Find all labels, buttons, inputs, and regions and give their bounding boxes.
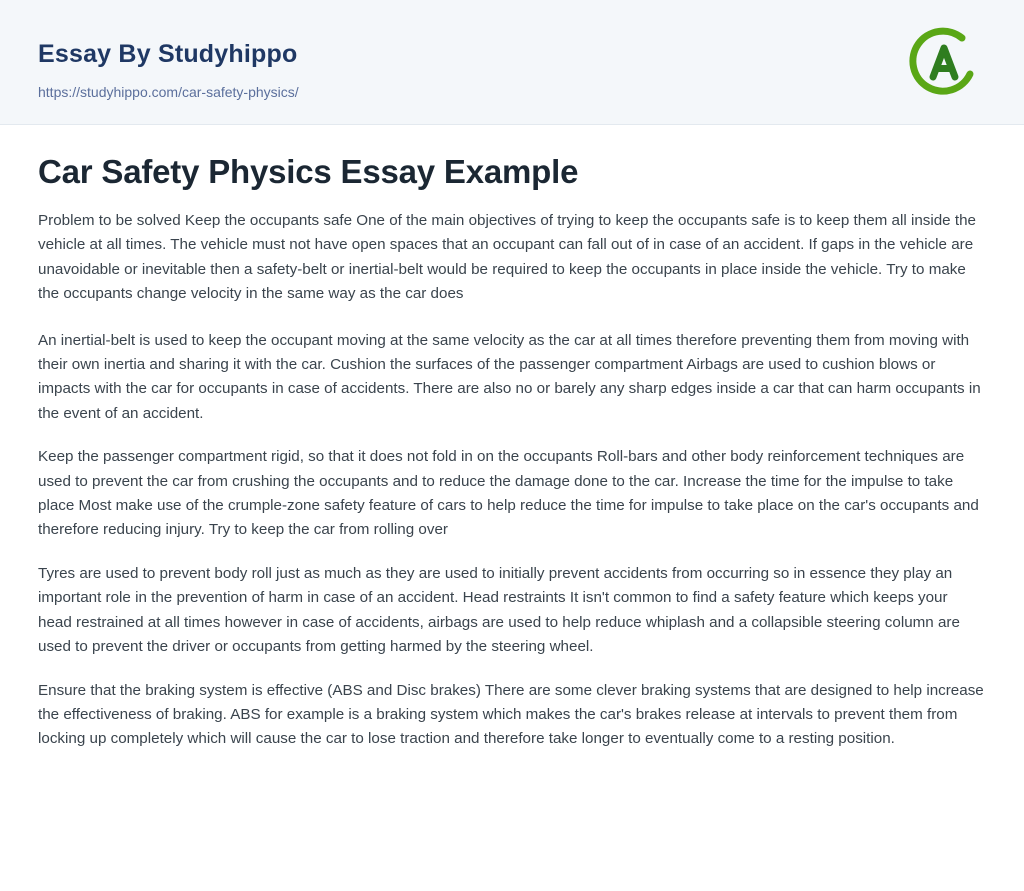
site-url-link[interactable]: https://studyhippo.com/car-safety-physics/	[38, 84, 299, 100]
site-brand-title: Essay By Studyhippo	[38, 40, 298, 68]
article-body	[0, 125, 1024, 752]
page-header	[0, 0, 1024, 125]
article-paragraph: Tyres are used to prevent body roll just as much as they are used to initially prevent accidents from occurring so in essence they play an important role in the prevention of harm in case of an accident. Head restraints It isn't common to find a safety feature which keeps your head restrained at all times however in case of accidents, airbags are used to help reduce whiplash and a collapsible steering column are used to prevent the driver or occupants from getting harmed by the steering wheel.	[38, 564, 960, 656]
article-paragraph: Ensure that the braking system is effective (ABS and Disc brakes) There are some clever braking systems that are designed to help increase the effectiveness of braking. ABS for example is a braking system which makes the car's brakes release at intervals to prevent them from locking up completely which will cause the car to lose traction and therefore take longer to eventually come to a resting position.	[38, 681, 984, 748]
article-paragraph: An inertial-belt is used to keep the occupant moving at the same velocity as the car at all times therefore preventing them from moving with their own inertia and sharing it with the car. Cushion the surfaces of the passenger compartment Airbags are used to cushion blows or impacts with the car for occupants in case of accidents. There are also no or barely any sharp edges inside a car that can harm occupants in the event of an accident.	[38, 331, 981, 422]
page-title: Car Safety Physics Essay Example	[38, 153, 579, 190]
article-paragraph: Problem to be solved Keep the occupants safe One of the main objectives of trying to keep the occupants safe is to keep them all inside the vehicle at all times. The vehicle must not have open spaces that an occupant can fall out of in case of an accident. If gaps in the vehicle are unavoidable or inevitable then a safety-belt or inertial-belt would be required to keep the occupants in place inside the vehicle. Try to make the occupants change velocity in the same way as the car does	[38, 212, 976, 303]
letter-a-circle-logo-icon	[904, 22, 984, 102]
article-paragraph: Keep the passenger compartment rigid, so that it does not fold in on the occupants Roll-bars and other body reinforcement techniques are used to prevent the car from crushing the occupants and to reduce the damage done to the car. Increase the time for the impulse to take place Most make use of the crumple-zone safety feature of cars to help reduce the time for impulse to take place on the car's occupants and therefore reducing injury. Try to keep the car from rolling over	[38, 448, 979, 539]
